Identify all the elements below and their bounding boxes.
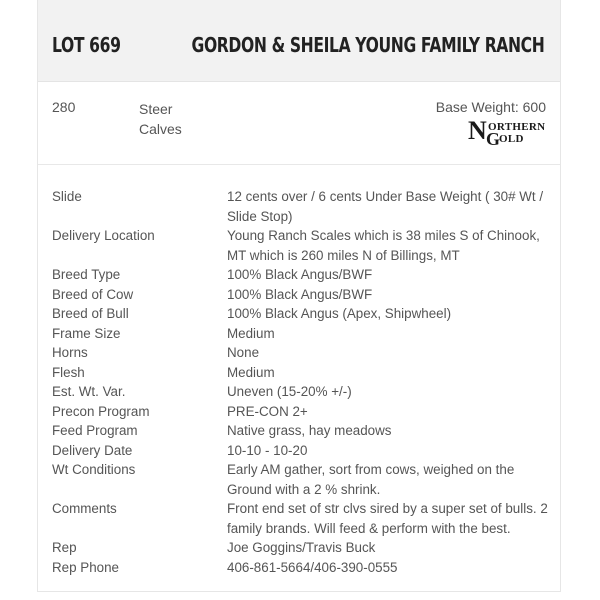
detail-value: Joe Goggins/Travis Buck [227,540,376,555]
detail-value: 100% Black Angus (Apex, Shipwheel) [227,306,452,321]
detail-label: Feed Program [52,423,138,438]
detail-label: Comments [52,501,117,516]
logo-letter-n: N [468,116,487,145]
detail-row [52,441,552,461]
detail-value: Medium [227,325,275,341]
cattle-type-line2: Calves [139,121,182,137]
detail-row [52,304,552,324]
detail-label: Est. Wt. Var. [52,384,126,399]
detail-value: 100% Black Angus/BWF [227,267,373,282]
lot-details [52,187,552,577]
detail-value: Uneven (15-20% +/-) [227,384,352,399]
detail-row [52,265,552,285]
lot-summary [38,82,560,165]
detail-label: Breed Type [52,267,121,282]
detail-label: Horns [52,345,88,360]
detail-row [52,343,552,363]
detail-label: Precon Program [52,403,150,419]
detail-row [52,363,552,383]
detail-label: Breed of Bull [52,306,129,321]
detail-row [52,538,552,558]
detail-label: Frame Size [52,325,121,341]
base-weight: Base Weight: 600 [435,99,546,115]
lot-card [37,0,561,592]
logo-text-bottom: OLD [499,133,524,145]
detail-label: Delivery Location [52,228,155,243]
detail-row [52,402,552,422]
northern-gold-logo [468,118,546,148]
detail-value: None [227,345,260,360]
detail-row [52,187,552,226]
detail-row [52,460,552,499]
detail-label: Wt Conditions [52,462,136,477]
logo-letter-g: G [486,129,501,149]
detail-row [52,382,552,402]
detail-row [52,324,552,344]
ranch-name: GORDON & SHEILA YOUNG FAMILY RANCH [191,33,544,57]
detail-value: 12 cents over / 6 cents Under Base Weight ( 30# Wt / Slide Stop) [227,189,544,224]
lot-header [38,0,560,82]
detail-row [52,499,552,538]
detail-value: 406-861-5664/406-390-0555 [227,559,398,575]
lot-number: LOT 669 [52,33,121,57]
detail-label: Breed of Cow [52,286,134,302]
detail-label: Rep [52,540,77,555]
detail-label: Slide [52,189,82,204]
head-count: 280 [52,99,76,115]
detail-value: 100% Black Angus/BWF [227,286,373,302]
detail-value: Medium [227,364,275,380]
detail-value: PRE-CON 2+ [227,403,308,419]
detail-row [52,558,552,578]
detail-value: Young Ranch Scales which is 38 miles S of Chinook, MT which is 260 miles N of Billings, MT [227,228,540,263]
detail-row [52,421,552,441]
cattle-type-line1: Steer [139,101,173,117]
cattle-type [139,99,219,139]
detail-row [52,226,552,265]
detail-label: Delivery Date [52,442,133,458]
detail-value: Front end set of str clvs sired by a super set of bulls. 2 family brands. Will feed & perform with the best. [227,501,548,536]
detail-label: Flesh [52,364,85,380]
detail-value: Early AM gather, sort from cows, weighed on the Ground with a 2 % shrink. [227,462,515,497]
detail-row [52,285,552,305]
detail-label: Rep Phone [52,559,120,575]
logo-text-top: ORTHERN [488,121,546,133]
detail-value: Native grass, hay meadows [227,423,392,438]
detail-value: 10-10 - 10-20 [227,442,308,458]
